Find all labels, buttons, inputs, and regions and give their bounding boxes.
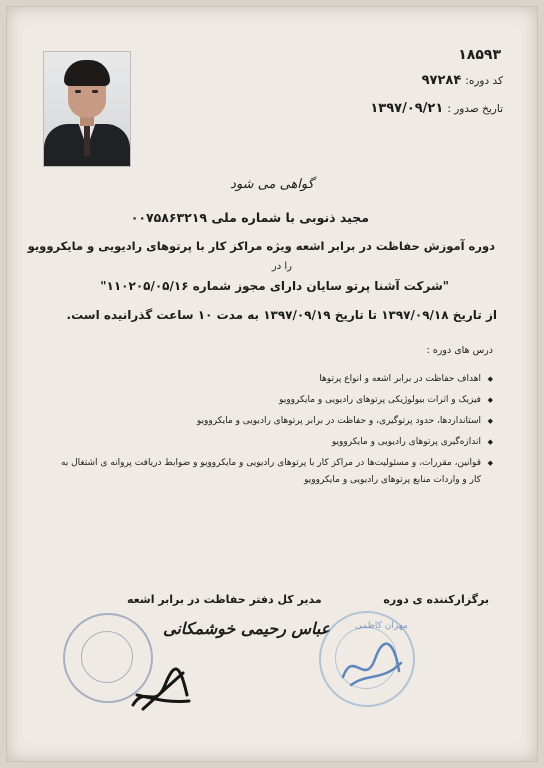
courses-list [53,371,493,493]
list-item: ◆ استانداردها، حدود پرتوگیری، و حفاظت در برابر پرتوهای رادیویی و مایکروویو [53,413,493,430]
list-item: ◆ اندازه‌گیری پرتوهای رادیویی و مایکروویو [53,434,493,451]
serial-number: ۱۸۵۹۳ [458,47,501,63]
course-code-label: کد دوره: [465,75,503,87]
courses-title: درس های دوره : [426,345,493,356]
holder-photo [43,51,131,167]
certificate-page [6,6,538,762]
right-signer-title: برگزارکننده ی دوره [383,593,489,606]
list-item: ◆ اهداف حفاظت در برابر اشعه و انواع پرتوها [53,371,493,388]
certify-heading: گواهی می شود [230,177,314,192]
connector-text: را در [271,261,292,272]
issue-date-label: تاریخ صدور : [447,103,503,115]
list-item: ◆ قوانین، مقررات، و مسئولیت‌ها در مراکز کار با پرتوهای رادیویی و مایکروویو و ضوابط دریافت پروانه ی اشتغال به کار و واردات منابع پرتوهای رادیویی و مایکروویو [53,455,493,489]
holder-line: مجید ذنوبی با شماره ملی ۰۰۷۵۸۶۳۲۱۹ [130,210,369,225]
company-line: "شرکت آشنا پرتو سایان دارای مجوز شماره ۱۱۰۲۰۵/۰۵/۱۶" [100,279,449,293]
issue-date-value: ۱۳۹۷/۰۹/۲۱ [370,101,444,116]
left-signer-title: مدیر کل دفتر حفاظت در برابر اشعه [127,593,322,606]
dates-line: از تاریخ ۱۳۹۷/۰۹/۱۸ تا تاریخ ۱۳۹۷/۰۹/۱۹ به مدت ۱۰ ساعت گذرانیده است. [66,308,497,322]
organizer-signature-icon [337,637,407,693]
left-signer-name: عباس رحیمی خوشمکانی [163,619,331,638]
signature-scribble-icon [125,655,195,715]
course-code-value: ۹۷۲۸۴ [421,73,462,88]
list-item: ◆ فیزیک و اثرات بیولوژیکی پرتوهای رادیویی و مایکروویو [53,392,493,409]
course-line: دوره آموزش حفاظت در برابر اشعه ویژه مراکز کار با پرتوهای رادیویی و مایکروویو [27,239,495,253]
issue-date [370,101,503,116]
course-code [422,73,503,88]
organizer-stamp-name: مهران کاظمی [355,621,408,631]
